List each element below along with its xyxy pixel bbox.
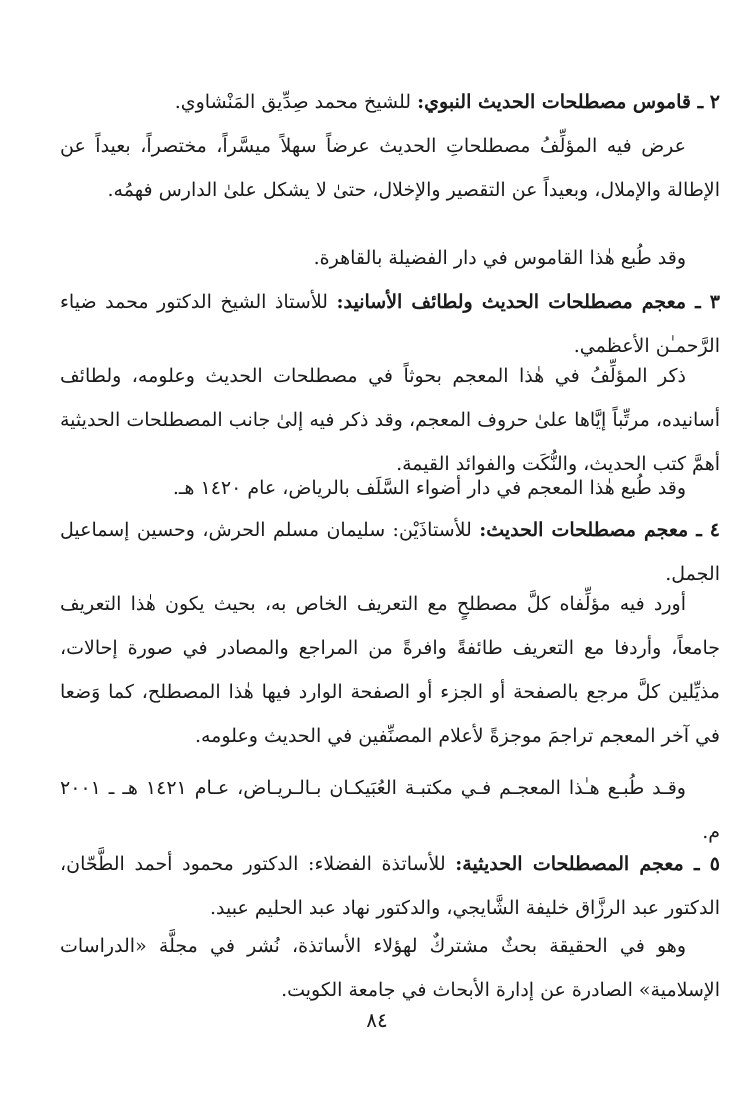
entry-4-publication — [60, 766, 720, 854]
entry-2-description — [60, 124, 720, 212]
entry-3-publication — [60, 466, 720, 510]
entry-4-author: للأستاذَيْن: سليمان مسلم الحرش، وحسين إسماعيل الجمل. — [60, 519, 720, 585]
entry-3-title: ٣ ـ معجم مصطلحات الحديث ولطائف الأسانيد: — [336, 291, 721, 313]
entry-5-description-text: وهو في الحقيقة بحثٌ مشتركٌ لهؤلاء الأساتذة، نُشر في مجلَّة «الدراسات الإسلامية» الصادرة عن إدارة الأبحاث في جامعة الكويت. — [60, 935, 720, 1001]
entry-2-publication-text: وقد طُبع هٰذا القاموس في دار الفضيلة بالقاهرة. — [313, 247, 686, 269]
entry-4-description — [60, 582, 720, 758]
entry-3-description-text: ذكر المؤلِّفُ في هٰذا المعجم بحوثاً في مصطلحات الحديث وعلومه، ولطائف أسانيده، مرتِّباً إيَّاها علىٰ حروف المعجم، وقد ذكر فيه إلىٰ جانب المصطلحات الحديثية أهمَّ كتب الحديث، والنُّكَت والفوائد القيمة. — [60, 365, 720, 475]
entry-5-title: ٥ ـ معجم المصطلحات الحديثية: — [455, 853, 720, 875]
entry-2-heading — [60, 80, 720, 124]
entry-3-publication-text: وقد طُبع هٰذا المعجم في دار أضواء السَّلَف بالرياض، عام ١٤٢٠ هـ. — [172, 477, 686, 499]
entry-4-title: ٤ ـ معجم مصطلحات الحديث: — [479, 519, 721, 541]
entry-2-author: للشيخ محمد صِدِّيق المَنْشاوي. — [174, 91, 418, 113]
entry-5-author: للأساتذة الفضلاء: الدكتور محمود أحمد الطَّحّان، الدكتور عبد الرزَّاق خليفة الشَّايجي، والدكتور نهاد عبد الحليم عبيد. — [60, 853, 720, 919]
entry-5-heading — [60, 842, 720, 930]
page-number: ٨٤ — [366, 1008, 388, 1032]
entry-5-description — [60, 924, 720, 1012]
entry-2-title: ٢ ـ قاموس مصطلحات الحديث النبوي: — [417, 91, 720, 113]
entry-2-publication — [60, 236, 720, 280]
entry-2-description-text: عرض فيه المؤلِّفُ مصطلحاتِ الحديث عرضاً سهلاً ميسَّراً، مختصراً، بعيداً عن الإطالة والإملال، وبعيداً عن التقصير والإخلال، حتىٰ لا يشكل علىٰ الدارس فهمُه. — [60, 135, 720, 201]
entry-4-publication-text: وقـد طُبـع هـٰذا المعجـم فـي مكتبـة العُبَيكـان بـالـريـاض، عـام ١٤٢١ هـ ـ ٢٠٠١ م. — [60, 777, 720, 843]
entry-4-description-text: أورد فيه مؤلِّفاه كلَّ مصطلحٍ مع التعريف الخاص به، بحيث يكون هٰذا التعريف جامعاً، وأردفا مع التعريف طائفةً وافرةً من المراجع والمصادر في صورة إحالات، مذيِّلين كلَّ مرجع بالصفحة أو الجزء أو الصفحة الوارد فيها هٰذا المصطلح، كما وَضعا في آخر المعجم تراجمَ موجزةً لأعلام المصنِّفين في الحديث وعلومه. — [60, 593, 720, 747]
entry-3-author: للأستاذ الشيخ الدكتور محمد ضياء الرَّحمـٰن الأعظمي. — [60, 291, 720, 357]
